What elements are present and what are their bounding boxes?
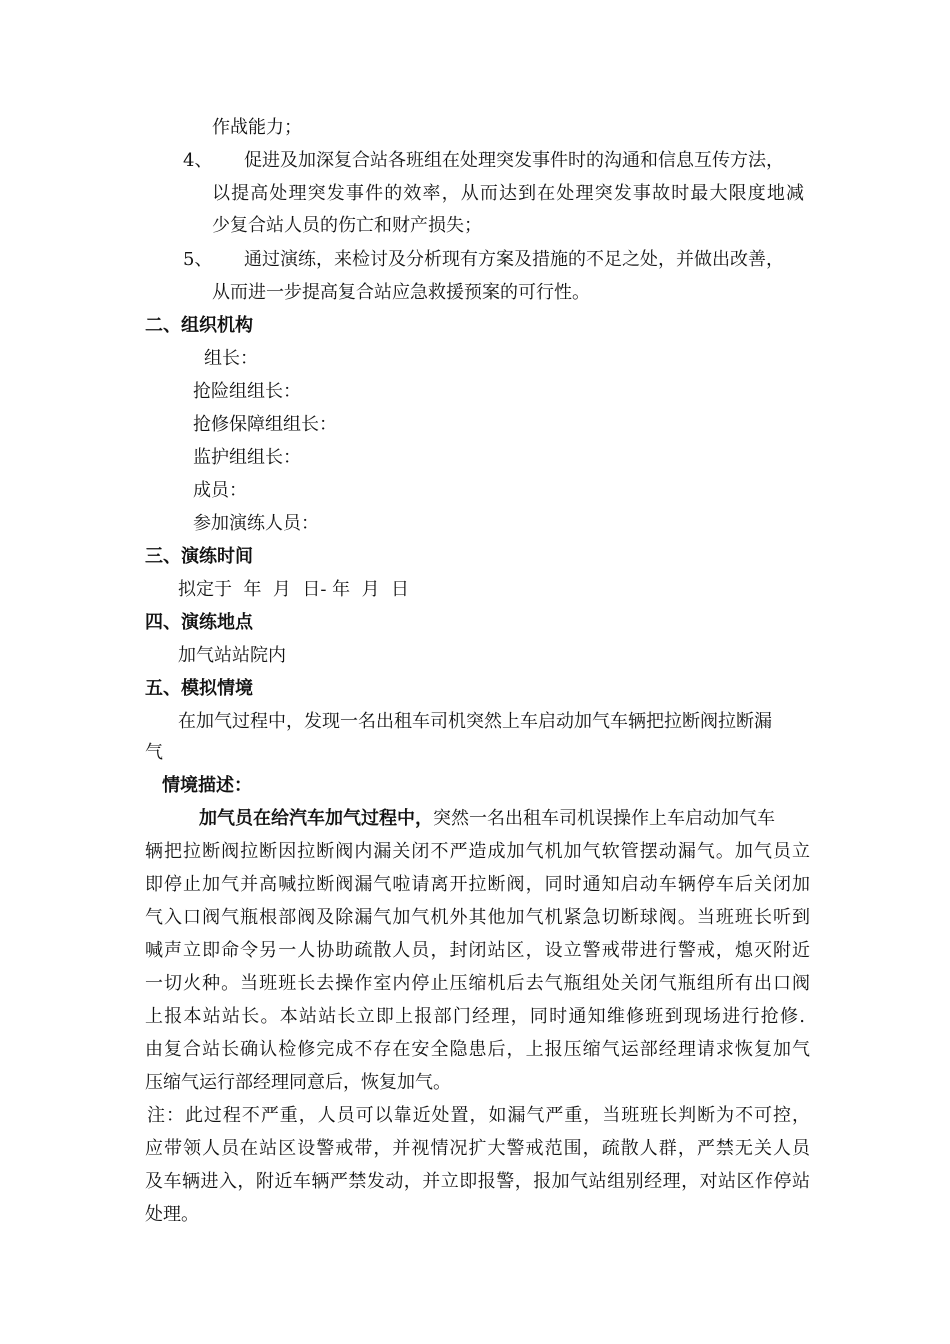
scenario-description-label: 情境描述： [162,775,252,796]
drill-location-text: 加气站站院内 [178,645,286,666]
scenario-description-line-1: 加气员在给汽车加气过程中，突然一名出租车司机误操作上车启动加气车 [199,808,775,829]
scenario-description-line: 由复合站长确认检修完成不存在安全隐患后，上报压缩气运部经理请求恢复加气 [145,1039,810,1060]
scenario-description-line: 一切火种。当班班长去操作室内停止压缩机后去气瓶组处关闭气瓶组所有出口阀 [145,973,810,994]
scenario-description-line: 压缩气运行部经理同意后，恢复加气。 [145,1072,451,1093]
item-5-line-2: 从而进一步提高复合站应急救援预案的可行性。 [212,282,590,303]
section-5-heading: 五、模拟情境 [145,678,253,699]
section-3-heading: 三、演练时间 [145,546,253,567]
note-line: 注：此过程不严重，人员可以靠近处置，如漏气严重，当班班长判断为不可控， [147,1105,810,1126]
role-members: 成员： [193,480,247,501]
role-leader: 组长： [204,348,258,369]
note-line: 处理。 [145,1204,199,1225]
scenario-description-line: 上报本站站长。本站站长立即上报部门经理，同时通知维修班到现场进行抢修. [145,1006,805,1027]
scenario-intro-line-2: 气 [145,742,163,763]
item-5-number: 5、 [183,249,213,270]
scenario-intro-line-1: 在加气过程中，发现一名出租车司机突然上车启动加气车辆把拉断阀拉断漏 [178,711,772,732]
item-continuation: 作战能力； [212,117,302,138]
role-repair-leader: 抢修保障组组长： [193,414,337,435]
section-2-heading: 二、组织机构 [145,315,253,336]
scenario-description-line: 喊声立即命令另一人协助疏散人员，封闭站区，设立警戒带进行警戒，熄灭附近 [145,940,810,961]
item-4-line-2: 以提高处理突发事件的效率，从而达到在处理突发事故时最大限度地减 [212,183,804,204]
item-4-line-3: 少复合站人员的伤亡和财产损失； [212,215,482,236]
item-4-line-1: 促进及加深复合站各班组在处理突发事件时的沟通和信息互传方法， [244,150,784,171]
note-line: 应带领人员在站区设警戒带，并视情况扩大警戒范围，疏散人群，严禁无关人员 [145,1138,810,1159]
section-4-heading: 四、演练地点 [145,612,253,633]
item-5-line-1: 通过演练，来检讨及分析现有方案及措施的不足之处，并做出改善， [244,249,784,270]
scenario-description-line: 即停止加气并高喊拉断阀漏气啦请离开拉断阀，同时通知启动车辆停车后关闭加 [145,874,810,895]
role-participants: 参加演练人员： [193,513,319,534]
role-rescue-leader: 抢险组组长： [193,381,301,402]
role-monitor-leader: 监护组组长： [193,447,301,468]
note-line: 及车辆进入，附近车辆严禁发动，并立即报警，报加气站组别经理，对站区作停站 [145,1171,810,1192]
drill-time-text: 拟定于 年 月 日- 年 月 日 [178,579,410,600]
item-4-number: 4、 [183,150,213,171]
scenario-description-line: 气入口阀气瓶根部阀及除漏气加气机外其他加气机紧急切断球阀。当班班长听到 [145,907,810,928]
scenario-description-line: 辆把拉断阀拉断因拉断阀内漏关闭不严造成加气机加气软管摆动漏气。加气员立 [145,841,810,862]
